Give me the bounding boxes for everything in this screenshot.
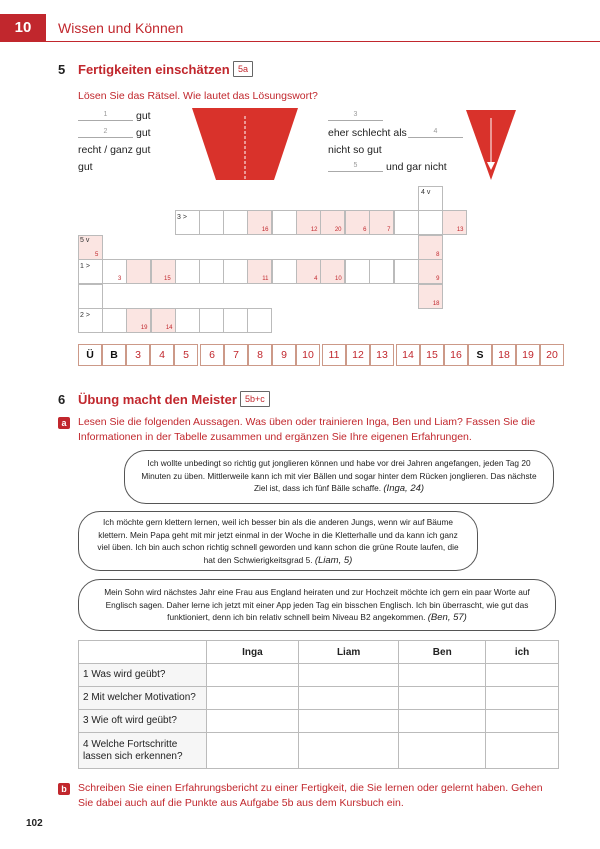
table-cell[interactable]	[486, 710, 559, 733]
solution-cell[interactable]: 18	[492, 344, 516, 366]
crossword-clue-5: 5 v	[80, 237, 90, 244]
crossword-cell[interactable]	[272, 259, 297, 284]
crossword-cell[interactable]	[296, 259, 321, 284]
crossword-cell[interactable]	[296, 210, 321, 235]
solution-cell[interactable]: 7	[224, 344, 248, 366]
chapter-number: 10	[0, 14, 46, 42]
solution-cell[interactable]: 12	[346, 344, 370, 366]
table-row	[79, 687, 559, 710]
funnel-graphic-right	[466, 110, 516, 182]
section-5-number: 5	[58, 62, 66, 77]
table-row	[79, 733, 559, 769]
section-5-title: Fertigkeiten einschätzen	[78, 62, 230, 77]
table-cell[interactable]	[207, 733, 299, 769]
quote-liam: Ich möchte gern klettern lernen, weil ich besser bin als die anderen Jungs, wenn wir auf Bäume klettern. Mein Papa geht mit mir jetzt einmal in der Woche in die Kletterhalle und da kann ich ganz viel üben. Ich bin auch schon richtig schnell geworden und kann schon die grüne Route laufen, die hat den Schwierigkeitsgrad 5.	[97, 517, 459, 565]
cell-number: 9	[436, 275, 440, 282]
crossword-cell[interactable]	[320, 259, 345, 284]
table-row-label: 1 Was wird geübt?	[79, 664, 207, 687]
solution-cell: S	[468, 344, 492, 366]
cell-number: 20	[334, 226, 342, 233]
scale-label-gut-2: gut	[136, 127, 151, 139]
table-cell[interactable]	[486, 664, 559, 687]
scale-label-eher-schlecht-als: eher schlecht als	[328, 127, 407, 139]
crossword-cell[interactable]	[223, 259, 248, 284]
author-ben: (Ben, 57)	[427, 612, 467, 623]
scale-blank-4[interactable]: 4	[408, 126, 463, 138]
crossword-cell[interactable]	[272, 210, 297, 235]
table-header-corner	[79, 641, 207, 664]
table-cell[interactable]	[207, 687, 299, 710]
crossword-cell[interactable]	[369, 210, 394, 235]
crossword-clue-4: 4 v	[421, 189, 431, 196]
crossword-cell[interactable]	[126, 259, 151, 284]
table-cell[interactable]	[399, 664, 486, 687]
solution-cell[interactable]: 11	[322, 344, 346, 366]
crossword-cell[interactable]	[320, 210, 345, 235]
table-row-label: 3 Wie oft wird geübt?	[79, 710, 207, 733]
solution-cell[interactable]: 15	[420, 344, 444, 366]
cell-number: 14	[165, 324, 173, 331]
crossword-cell[interactable]	[345, 259, 370, 284]
crossword-cell[interactable]	[199, 259, 224, 284]
book-reference-icon	[233, 61, 253, 77]
solution-cell[interactable]: 4	[150, 344, 174, 366]
crossword-clue-3: 3 >	[177, 214, 187, 221]
crossword-cell[interactable]	[151, 259, 176, 284]
book-reference-label: 5b+c	[245, 394, 265, 404]
table-row	[79, 664, 559, 687]
table-cell[interactable]	[298, 733, 399, 769]
scale-label-gut-3: gut	[78, 161, 93, 173]
crossword-cell[interactable]	[442, 210, 467, 235]
crossword-cell[interactable]	[345, 210, 370, 235]
solution-cell[interactable]: 20	[540, 344, 564, 366]
cell-number: 6	[363, 226, 367, 233]
table-cell[interactable]	[298, 664, 399, 687]
book-reference-icon	[240, 391, 270, 407]
section-6-title: Übung macht den Meister	[78, 392, 237, 407]
author-inga: (Inga, 24)	[383, 483, 425, 494]
cell-number: 13	[456, 226, 464, 233]
crossword-cell[interactable]	[175, 259, 200, 284]
cell-number: 4	[314, 275, 318, 282]
solution-cell[interactable]: 9	[272, 344, 296, 366]
chapter-title: Wissen und Können	[58, 20, 184, 36]
solution-cell[interactable]: 5	[174, 344, 198, 366]
task-b-marker: b	[58, 783, 70, 795]
table-row-label: 2 Mit welcher Motivation?	[79, 687, 207, 710]
table-cell[interactable]	[399, 733, 486, 769]
crossword-cell[interactable]	[199, 210, 224, 235]
crossword-cell[interactable]	[369, 259, 394, 284]
table-row	[79, 710, 559, 733]
scale-blank-1[interactable]: 1	[78, 109, 133, 121]
cell-number: 3	[118, 275, 122, 282]
cell-number: 18	[432, 300, 440, 307]
crossword-cell[interactable]	[102, 259, 127, 284]
crossword-cell[interactable]	[175, 308, 200, 333]
crossword-cell[interactable]	[78, 284, 103, 309]
speech-bubble-inga	[124, 450, 554, 504]
cell-number: 5	[95, 251, 99, 258]
scale-blank-2[interactable]: 2	[78, 126, 133, 138]
author-liam: (Liam, 5)	[314, 554, 353, 566]
solution-cell[interactable]: 10	[296, 344, 320, 366]
funnel-graphic-left	[192, 108, 298, 184]
header-rule	[46, 41, 600, 42]
cell-number: 12	[310, 226, 318, 233]
book-reference-label: 5a	[238, 64, 249, 74]
speech-bubble-liam	[78, 511, 478, 571]
solution-cell[interactable]: 16	[444, 344, 468, 366]
scale-label-und-gar-nicht: und gar nicht	[386, 161, 447, 173]
crossword-cell[interactable]	[418, 259, 443, 284]
table-cell[interactable]	[486, 733, 559, 769]
solution-cell[interactable]: 19	[516, 344, 540, 366]
table-cell[interactable]	[207, 710, 299, 733]
scale-label-recht-ganz-gut: recht / ganz gut	[78, 144, 151, 156]
crossword-cell[interactable]	[418, 210, 443, 235]
task-a-instruction: Lesen Sie die folgenden Aussagen. Was üben oder trainieren Inga, Ben und Liam? Fassen Sie die Informationen in der Tabelle zusammen und ergänzen Sie Ihre eigenen Erfahrungen.	[78, 416, 536, 443]
solution-cell: Ü	[78, 344, 102, 366]
section-6-number: 6	[58, 392, 66, 407]
table-header-liam: Liam	[298, 641, 399, 664]
table-header-ich: ich	[486, 641, 559, 664]
table-cell[interactable]	[298, 687, 399, 710]
crossword-cell[interactable]	[223, 210, 248, 235]
crossword-clue-1: 1 >	[80, 263, 90, 270]
cell-number: 8	[436, 251, 440, 258]
cell-number: 15	[164, 275, 171, 282]
crossword-cell[interactable]	[247, 259, 272, 284]
table-header-inga: Inga	[207, 641, 299, 664]
table-header-ben: Ben	[399, 641, 486, 664]
summary-table	[78, 640, 559, 769]
crossword-cell[interactable]	[394, 210, 419, 235]
solution-cell[interactable]: 14	[396, 344, 420, 366]
quote-inga: Ich wollte unbedingt so richtig gut jonglieren können und habe vor drei Jahren angefangen, jeden Tag 20 Minuten zu üben. Mittlerweile kann ich mit vier Bällen und sogar hinter dem Rücken jonglieren. Das nächste Ziel ist, dass ich fünf Bälle schaffe.	[141, 458, 537, 493]
table-header-row	[79, 641, 559, 664]
table-cell[interactable]	[298, 710, 399, 733]
crossword-cell[interactable]	[394, 259, 419, 284]
scale-label-nicht-so-gut: nicht so gut	[328, 144, 382, 156]
crossword-cell[interactable]	[126, 308, 151, 333]
crossword-cell[interactable]	[418, 235, 443, 260]
task-b-instruction: Schreiben Sie einen Erfahrungsbericht zu einer Fertigkeit, die Sie lernen oder gelernt haben. Gehen Sie dabei auch auf die Punkte aus Aufgabe 5b aus dem Kursbuch ein.	[78, 782, 543, 809]
crossword-cell[interactable]	[247, 210, 272, 235]
cell-number: 7	[387, 226, 391, 233]
crossword-clue-2: 2 >	[80, 312, 90, 319]
cell-number: 19	[140, 324, 148, 331]
solution-cell[interactable]: 3	[126, 344, 150, 366]
cell-number: 11	[262, 275, 269, 282]
cell-number: 10	[335, 275, 342, 282]
solution-cell[interactable]: 6	[200, 344, 224, 366]
table-row-label: 4 Welche Fortschritte lassen sich erkennen?	[79, 733, 207, 769]
section-5-instruction: Lösen Sie das Rätsel. Wie lautet das Lösungswort?	[78, 90, 318, 102]
scale-blank-3[interactable]: 3	[328, 109, 383, 121]
solution-cell: B	[102, 344, 126, 366]
table-cell[interactable]	[486, 687, 559, 710]
table-cell[interactable]	[207, 664, 299, 687]
table-cell[interactable]	[399, 687, 486, 710]
crossword-cell[interactable]	[151, 308, 176, 333]
crossword-cell[interactable]	[418, 284, 443, 309]
solution-cell[interactable]: 8	[248, 344, 272, 366]
scale-blank-5[interactable]: 5	[328, 160, 383, 172]
page-number: 102	[26, 818, 43, 829]
table-cell[interactable]	[399, 710, 486, 733]
crossword-cell[interactable]	[199, 308, 224, 333]
crossword-cell[interactable]	[102, 308, 127, 333]
crossword-cell[interactable]	[247, 308, 272, 333]
solution-cell[interactable]: 13	[370, 344, 394, 366]
speech-bubble-ben	[78, 579, 556, 631]
quote-ben: Mein Sohn wird nächstes Jahr eine Frau aus England heiraten und zur Hochzeit möchte ich gern ein paar Worte auf Englisch sagen. Daher lerne ich jetzt mit einer App jeden Tag ein bisschen Englisch. Ich bin überrascht, wie gut das funktioniert, denn ich bin relativ schnell beim Niveau B2 angekommen.	[104, 587, 530, 622]
crossword-cell[interactable]	[223, 308, 248, 333]
cell-number: 16	[261, 226, 269, 233]
scale-label-gut-1: gut	[136, 110, 151, 122]
task-a-marker: a	[58, 417, 70, 429]
